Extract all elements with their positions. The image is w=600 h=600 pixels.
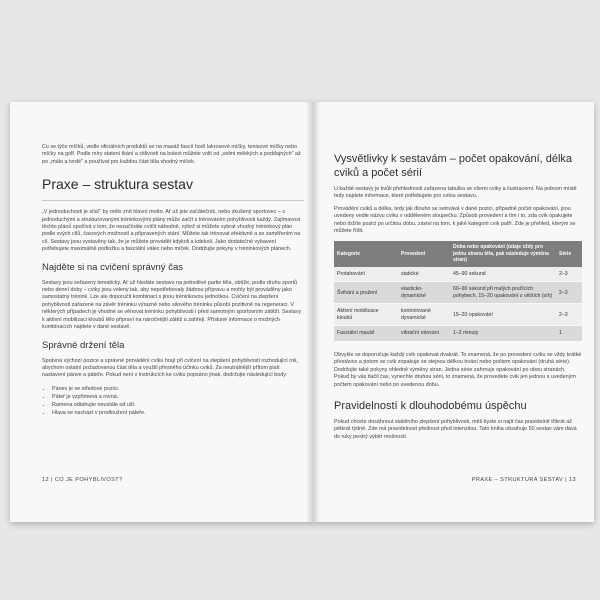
footer-separator: | bbox=[565, 477, 569, 483]
table-cell: Protahování bbox=[334, 267, 398, 282]
drzeni-paragraph: Správná výchozí pozice a správné provádění cviku hrají při cvičení na zlepšení pohyblivosti rozhodující roli, abychom ostatní požadovanou část těla a využili přesného účinku cviků. Za neutrálnější přítom platí nastavení pánve a páteře. Pokud není v instrukcích ke cviku popsáno jinak, dodržujte následující body: bbox=[42, 357, 298, 379]
table-cell: 45–90 sekund bbox=[450, 267, 556, 282]
list-item: • Ramena odtahujte neustále od uší. bbox=[52, 401, 304, 409]
intro-paragraph: Co se týče míčků, vedle oficiálních produktů se na masáž fascií hodí lakrosové míčky, tenisové míčky nebo míčky na golf. Podle míry statení tkání a citlivosti na bolest můžete volit od „velmi měkkých a poddajných" až po „málo a tvrdé" a používat pro každou část těla vhodný míček. bbox=[42, 144, 301, 165]
right-page bbox=[314, 102, 594, 522]
vysvetlivky-paragraph: U každé sestavy je kvůli přehlednosti zařazena tabulka se všemi cviky a ilustracemi. Na jednom místě tedy najdete informace, které potřebujete pro celou sestavu. bbox=[334, 186, 577, 200]
table-row bbox=[334, 304, 582, 326]
obvykle-paragraph: Obvykle se doporučuje každý cvik opakovat dvakrát. To znamená, že po provedení cviku se vždy krátké přestávce a potom se cvik zopakuje se stejnou délkou trvání nebo počtem opakování (druhá série). Dodržujte také pokyny ohledně výměny stran. Jedna série zahrnuje opakování po obou stranách. Pokud by vás tlačil čas, vynechte druhou sérii, to znamená, že provedete cvik jen jednou s uvedeným počtem opakování nebo po uvedenou dobu. bbox=[334, 351, 582, 388]
table-header-row bbox=[334, 241, 582, 267]
list-item: • Páteř je vzpřímená a rovná. bbox=[52, 393, 304, 401]
vysvetlivky-paragraph-2: Provádění cviků a délka, tedy jak dlouho se setrvává v dané pozici, případně počet opakování, jsou uvedeny vedle názvu cviku v odděleném sloupečku. Způsob provedení a tím i to, zda cvik opakujete nebo držíte pozici po určitou dobu, závisí na tom, k jaké kategorii cvik patří. Zde je přehled, kterým se můžete řídit. bbox=[334, 205, 576, 235]
heading-pravidelnost: Pravidelností k dlouhodobému úspěchu bbox=[334, 399, 527, 412]
heading-praxe: Praxe – struktura sestav bbox=[42, 176, 193, 193]
page-number: 13 bbox=[568, 477, 576, 483]
heading-vysvetlivky: Vysvětlivky k sestavám – počet opakování, délka cviků a počet sérií bbox=[334, 153, 573, 179]
table-cell: vibrační rolování bbox=[398, 326, 450, 342]
praxe-paragraph: „V jednoduchosti je síla!" by mělo znít hlavní motto. Ať už jste začátečník, nebo zkušený sportovec – s jednoduchými a strukturovanými tréninkovými plány může začít s trénováním pohyblivosti každý. Zajímavost těchto plánů spočívá v tom, že nezačínáte cvičit náhodně, nýbrž si můžete vybrat vhodný tréninkový plán podle svých cílů, časových možností a připravených stání. Můžete tak trénovat efektivně a se zaměřením na cíl. Sestavy jsou vystavěny tak, že je můžete provádět kdykoli a kdekoli. Jako dodatečné vybavení potřebujete maximálně podložku a fasciální válec nebo míček. Dodržujte pokyny v tréninkových plánech. bbox=[42, 209, 301, 253]
running-title: CO JE POHYBLIVOST? bbox=[54, 477, 123, 483]
table-row bbox=[334, 326, 582, 342]
heading-drzeni: Správné držení těla bbox=[42, 339, 125, 351]
categories-table bbox=[334, 241, 582, 342]
table-cell: statické bbox=[398, 267, 450, 282]
page-number: 12 bbox=[42, 477, 50, 483]
open-book bbox=[10, 102, 594, 522]
table-cell: 2–3 bbox=[556, 267, 582, 282]
table-cell: Aktivní mobilizace kloubů bbox=[334, 304, 398, 326]
column-header: Kategorie bbox=[334, 241, 398, 267]
right-footer bbox=[472, 477, 576, 483]
table-row bbox=[334, 282, 582, 304]
table-cell: elasticko-dynamické bbox=[398, 282, 450, 304]
table-row bbox=[334, 267, 582, 282]
table-cell: 2–3 bbox=[556, 304, 582, 326]
left-page bbox=[10, 102, 310, 522]
heading-najdete: Najděte si na cvičení správný čas bbox=[42, 261, 183, 273]
column-header: Série bbox=[556, 241, 582, 267]
list-item: • Hlava se nachází v prodloužení páteře. bbox=[52, 409, 304, 417]
table-cell: 2–3 bbox=[556, 282, 582, 304]
pravidelnost-paragraph: Pokud chcete dosáhnout stabilního zlepšení pohyblivosti, měli byste si najít čas pravidelně třikrát až pětkrát týdně. Zde má pravidelnost přednost před intenzitou. Tato kniha obsahuje 50 sestav vám dává do ruky pestrý výběr možností. bbox=[334, 418, 577, 440]
running-title: PRAXE – STRUKTURA SESTAV bbox=[471, 477, 564, 483]
najdete-paragraph: Sestavy jsou seřazeny tematicky. Ať už hledáte sestavu na jednotlivé partie těla, obtíže, podle druhu sportů nebo denní doby – cviky jsou voleny tak, aby nepotřebovaly žádnou přípravu a mohly být prováděny jako samostatný trénink. Lze ale doporučit kombinaci s jinou tréninkovou jednotkou. Cvičení na zlepšení pohyblivosti zařazené na závěr tréninku výrazně nebo silového tréninku působí pozitivně na regeneraci. V některých případech je vhodné se věnovat tréninku pohyblivosti i před samotným sportovním zátěží. Sestavy k aktivní mobilizaci kloubů tělo připraví na náročnější zátěž a zahřejí. Přísluné informace o možných kombinacích najdete v dané sestavě. bbox=[42, 279, 302, 331]
table-cell: 1–2 minuty bbox=[450, 326, 556, 342]
table-cell: kontrolované dynamické bbox=[398, 304, 450, 326]
column-header: Provedení bbox=[398, 241, 450, 267]
column-header: Doba nebo opakování (údaje vždy pro jednu stranu těla, pak následuje výměna stran) bbox=[450, 241, 556, 267]
table-cell: 15–20 opakování bbox=[450, 304, 556, 326]
list-item: • Pánev je ve středové pozici. bbox=[52, 385, 304, 393]
footer-separator: | bbox=[51, 477, 55, 483]
posture-list bbox=[42, 385, 304, 417]
table-cell: 60–90 sekund při malých pružících pohybech, 15–20 opakování u větších (síh) bbox=[450, 282, 556, 304]
left-footer bbox=[42, 477, 123, 483]
table-cell: 1 bbox=[556, 326, 582, 342]
heading-rule bbox=[42, 200, 304, 201]
table-cell: Fasciální masáž bbox=[334, 326, 398, 342]
table-cell: Švihání a pružení bbox=[334, 282, 398, 304]
